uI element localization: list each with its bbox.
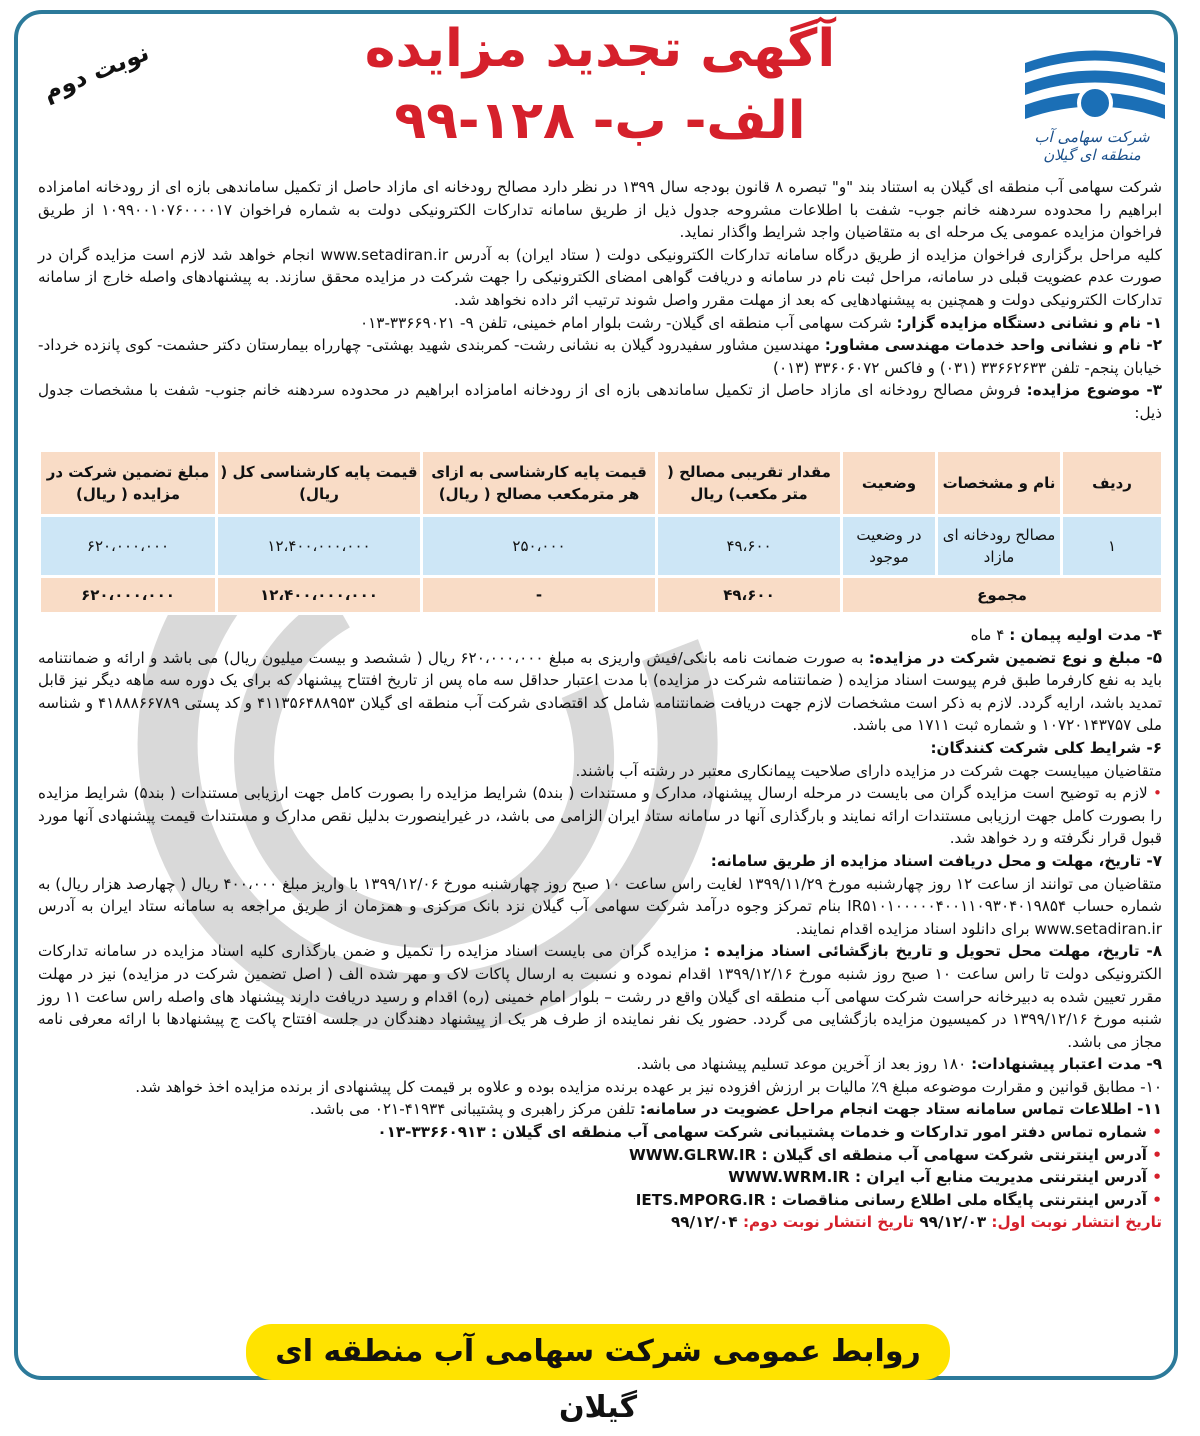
item-1 [38,312,1162,335]
contact-line [38,1166,1162,1189]
bullet-icon: • [1147,1168,1162,1187]
contact-website-glrw: آدرس اینترنتی شرکت سهامی آب منطقه ای گیلان : WWW.GLRW.IR [628,1145,1147,1164]
announcement-body [38,176,1162,425]
table-header: قیمت پایه کارشناسی به ازای هر مترمکعب مصالح ( ریال) [422,451,657,516]
table-cell: ۱۲،۴۰۰،۰۰۰،۰۰۰ [217,516,422,577]
items-table [38,449,1164,615]
publish-first-label: تاریخ انتشار نوبت اول: [991,1213,1162,1232]
item-5 [38,647,1162,737]
item-3-text: فروش مصالح رودخانه ای مازاد حاصل از تکمیل ساماندهی بازه ای از رودخانه امامزاده ابراهیم در محدوده سردهنه خانم جنوب- شفت با مشخصات جدول ذیل: [38,381,1162,422]
table-row [40,516,1163,577]
item-9-label: ۹- مدت اعتبار پیشنهادات: [971,1055,1162,1074]
item-6-text: متقاضیان میبایست جهت شرکت در مزایده دارای صلاحیت پیمانکاری معتبر در رشته آب باشند. [575,761,1162,780]
item-10: ۱۰- مطابق قوانین و مقرارت موضوعه مبلغ ۹٪ مالیات بر ارزش افزوده نیز بر عهده برنده مزایده بوده و علاوه بر قیمت کل پیشنهادی از برنده مزایده اخذ خواهد شد. [135,1077,1162,1096]
table-header: قیمت پایه کارشناسی کل ( ریال) [217,451,422,516]
item-3-label: ۳- موضوع مزایده: [1026,381,1162,400]
table-cell: ۱۲،۴۰۰،۰۰۰،۰۰۰ [217,577,422,614]
item-4-label: ۴- مدت اولیه پیمان : [1009,626,1162,644]
round-label: نوبت دوم [38,38,153,106]
company-logo-caption: شرکت سهامی آب منطقه ای گیلان [1034,128,1150,164]
bullet-icon: • [1147,1190,1162,1209]
table-cell: مصالح رودخانه ای مازاد [937,516,1062,577]
item-2-label: ۲- نام و نشانی واحد خدمات مهندسی مشاور: [824,336,1162,355]
table-cell: ۶۲۰،۰۰۰،۰۰۰ [40,577,217,614]
announcement-number: الف- ب- ۱۲۸-۹۹ [394,91,806,151]
bullet-icon: • [1147,784,1162,803]
intro-paragraph: شرکت سهامی آب منطقه ای گیلان به استناد بند "و" تبصره ۸ قانون بودجه سال ۱۳۹۹ در نظر دارد مصالح رودخانه ای مازاد حاصل از تکمیل ساماندهی بازه ای از رودخانه امامزاده ابراهیم را محدوده سردهنه خانم جوب- شفت با اطلاعات مشروحه جدول ذیل از طریق سامانه تدارکات الکترونیکی دولت به شماره فراخوان ۱۰۹۹۰۰۱۰۷۶۰۰۰۰۱۷ از طریق فراخوان مزایده عمومی یک مرحله ای به متقاضیان واجد شرایط واگذار نماید. [38,178,1162,242]
bullet-icon: • [1147,1145,1162,1164]
item-4-text: ۴ ماه [970,626,1010,644]
table-header: وضعیت [842,451,937,516]
intro-paragraph: کلیه مراحل برگزاری فراخوان مزایده از طریق درگاه سامانه تدارکات الکترونیکی دولت ( ستاد ایران) به آدرس www.setadiran.ir انجام خواهد شد لازم است مزایده گران در صورت عدم عضویت قبلی در سامانه، مراحل ثبت نام در سامانه و دریافت گواهی امضای الکترونیکی را جهت شرکت در مزایده محقق سازند. به پیشنهادهای واصله خارج از سامانه تدارکات الکترونیکی دولت و همچنین به پیشنهادهایی که بعد از مهلت مقرر واصل شوند ترتیب اثر داده نخواهد شد. [38,245,1162,309]
table-header-row [40,451,1163,516]
table-total-row [40,577,1163,614]
item-11-text: تلفن مرکز راهبری و پشتیبانی ۴۱۹۳۴-۰۲۱ می باشد. [309,1100,640,1119]
public-relations-footer: روابط عمومی شرکت سهامی آب منطقه ای گیلان [246,1324,950,1380]
bullet-icon: • [1147,1123,1162,1142]
item-1-label: ۱- نام و نشانی دستگاه مزایده گزار: [896,313,1162,332]
table-header: مقدار تقریبی مصالح ( متر مکعب) ریال [657,451,842,516]
table-cell: ۶۲۰،۰۰۰،۰۰۰ [40,516,217,577]
contact-line [38,1121,1162,1144]
item-6-label: ۶- شرایط کلی شرکت کنندگان: [930,738,1162,757]
table-cell: ۱ [1062,516,1163,577]
table-cell: ۲۵۰،۰۰۰ [422,516,657,577]
item-8-label: ۸- تاریخ، مهلت محل تحویل و تاریخ بازگشائی اسناد مزایده : [703,942,1162,961]
contact-line [38,1144,1162,1167]
item-8-text: مزایده گران می بایست اسناد مزایده را تکمیل و ضمن بارگذاری کلیه اسناد مزایده در سامانه تدارکات الکترونیکی دولت تا راس ساعت ۱۰ صبح روز شنبه مورخ ۱۳۹۹/۱۲/۱۶ اقدام نموده و نسبت به ارسال پاکات لاک و مهر شده الف ( اصل تضمین شرکت در مزایده) نیز در مهلت مقرر تعیین شده به دبیرخانه حراست شرکت سهامی آب منطقه ای گیلان واقع در رشت – بلوار امام خمینی (ره) اقدام و رسید دریافت دارند پیشنهاد های واصله راس ساعت ۱۱ روز شنبه مورخ ۱۳۹۹/۱۲/۱۶ در کمیسیون مزایده بازگشایی می گردد. حضور یک نفر نماینده از طرف هر یک از پیشنهاد دهندگان در جلسه افتتاح پاکت ج پیشنهادها با ارائه معرفی نامه مجاز می باشد. [38,942,1162,1051]
table-cell: در وضعیت موجود [842,516,937,577]
item-9 [38,1053,1162,1076]
table-header: مبلغ تضمین شرکت در مزایده ( ریال) [40,451,217,516]
item-2 [38,334,1162,379]
item-6-note-text: لازم به توضیح است مزایده گران می بایست در مرحله ارسال پیشنهاد، مدارک و مستندات ( بند۵) شرایط مزایده را بصورت کامل جهت ارزیابی مستندات ( بند۵) شرایط مزایده را بصورت کامل جهت ارزیابی مستندات ارائه نمایند و بارگذاری آنها در سامانه ستاد ایران الزامی می باشد، در غیراینصورت بدلیل نقص مدارک و مستندات قیمت پیشنهادی آنها مورد قبول قرار نگرفته و رد خواهد شد. [38,784,1162,848]
item-7-text: متقاضیان می توانند از ساعت ۱۲ روز چهارشنبه مورخ ۱۳۹۹/۱۱/۲۹ لغایت راس ساعت ۱۰ صبح روز چهارشنبه مورخ ۱۳۹۹/۱۲/۰۶ با واریز مبلغ ۴۰۰،۰۰۰ ریال ( چهارصد هزار ریال) به شماره حساب IR۵۱۰۱۰۰۰۰۰۴۰۰۱۱۰۹۳۰۴۰۱۹۸۵۴ بنام تمرکز وجوه درآمد شرکت سهامی آب گیلان نزد بانک مرکزی و همزمان از طریق مراجعه به سامانه ستاد ایران به آدرس www.setadiran.ir برای دانلود اسناد مزایده اقدام نمایند. [38,874,1162,938]
publish-dates [38,1211,1162,1234]
table-header: ردیف [1062,451,1163,516]
publish-first-date: ۹۹/۱۲/۰۳ [914,1213,992,1232]
announcement-terms [38,624,1162,1234]
page-title: آگهی تجدید مزایده [364,19,836,79]
table-cell: - [422,577,657,614]
item-11 [38,1098,1162,1121]
contact-line [38,1189,1162,1212]
item-9-text: ۱۸۰ روز بعد از آخرین موعد تسلیم پیشنهاد می باشد. [636,1055,972,1074]
item-7-label: ۷- تاریخ، مهلت و محل دریافت اسناد مزایده از طریق سامانه: [710,851,1162,870]
table-header: نام و مشخصات [937,451,1062,516]
publish-second-date: ۹۹/۱۲/۰۴ [670,1213,743,1232]
table-total-label: مجموع [842,577,1163,614]
item-1-text: شرکت سهامی آب منطقه ای گیلان- رشت بلوار امام خمینی، تلفن ۹- ۳۳۶۶۹۰۲۱-۰۱۳ [359,313,897,332]
contact-website-wrm: آدرس اینترنتی مدیریت منابع آب ایران : WWW.WRM.IR [728,1168,1147,1187]
item-2-text: مهندسین مشاور سفیدرود گیلان به نشانی رشت- کمربندی شهید بهشتی- چهارراه بیمارستان دکتر حشمت- کوی پانزده خرداد- خیابان پنجم- تلفن ۳۳۶۶۲۶۳۳ (۰۳۱) و فاکس ۳۳۶۰۶۰۷۲ (۰۱۳) [38,336,1162,377]
item-5-text: به صورت ضمانت نامه بانکی/فیش واریزی به مبلغ ۶۲۰،۰۰۰،۰۰۰ ریال ( ششصد و بیست میلیون ریال) می باشد و ارائه و ضمانتنامه باید به نفع کارفرما طبق فرم پیوست اسناد مزایده ( ضمانتنامه شرکت در مزایده) با مدت اعتبار حداقل سه ماه پس از تاریخ افتتاح پیشنهاد که برای یک دوره سه ماهه دیگر نیز قابل تمدید باشد، ارایه گردد. لازم به ذکر است مشخصات لازم جهت دریافت ضمانتنامه شامل کد اقتصادی شرکت آب منطقه ای گیلان ۴۱۱۳۵۶۴۸۸۹۵۳ و کد پستی ۴۱۸۸۸۶۶۷۸۹ و شناسه ملی ۱۰۷۲۰۱۴۳۷۵۷ و شماره ثبت ۱۷۱۱ می باشد. [38,648,1162,735]
item-8 [38,940,1162,1053]
item-4 [38,624,1162,647]
publish-second-label: تاریخ انتشار نوبت دوم: [742,1213,915,1232]
contact-website-iets: آدرس اینترنتی پایگاه ملی اطلاع رسانی مناقصات : IETS.MPORG.IR [635,1190,1147,1209]
item-6-note [38,782,1162,850]
item-11-label: ۱۱- اطلاعات تماس سامانه ستاد جهت انجام مراحل عضویت در سامانه: [639,1100,1162,1119]
item-5-label: ۵- مبلغ و نوع تضمین شرکت در مزایده: [868,648,1162,667]
item-3 [38,379,1162,424]
table-cell: ۴۹،۶۰۰ [657,516,842,577]
contact-phone: شماره تماس دفتر امور تدارکات و خدمات پشتیبانی شرکت سهامی آب منطقه ای گیلان : ۳۳۶۶۰۹۱۳-۰۱۳ [377,1123,1147,1142]
table-cell: ۴۹،۶۰۰ [657,577,842,614]
